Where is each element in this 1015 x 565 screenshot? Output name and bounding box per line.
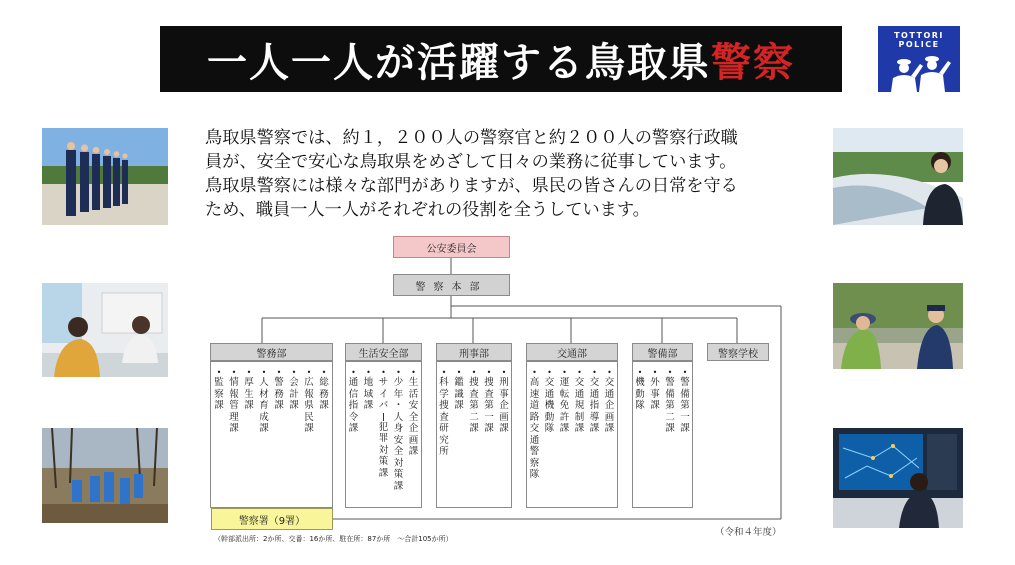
bullet-icon: • (366, 368, 371, 377)
bullet-icon: • (547, 368, 552, 377)
section-item (498, 368, 511, 507)
section-item (453, 368, 466, 507)
bullet-icon: • (471, 368, 477, 377)
logo-line-1: TOTTORI (894, 31, 944, 40)
section-name: 生 活 安 全 企 画 課 (408, 377, 419, 457)
section-name: 少 年 ・ 人 身 安 全 対 策 課 (393, 377, 404, 492)
public-safety-commission-label: 公安委員会 (426, 243, 477, 255)
section-item (603, 368, 616, 507)
section-name: 刑 事 企 画 課 (499, 377, 509, 434)
section-item (258, 368, 271, 507)
section-item (468, 368, 481, 507)
police-school-box (707, 343, 769, 361)
section-name: 交 通 規 制 課 (574, 377, 585, 434)
bullet-icon: • (306, 368, 312, 377)
bullet-icon: • (321, 368, 327, 377)
bullet-icon: • (441, 368, 447, 377)
section-name: 情 報 管 理 課 (229, 377, 239, 434)
section-item (634, 368, 647, 507)
police-stations-box (211, 508, 333, 530)
section-name: 機 動 隊 (635, 377, 645, 411)
police-school-label: 警察学校 (718, 348, 758, 360)
intro-line-2: 員が、安全で安心な鳥取県をめざして日々の業務に従事しています。 (205, 152, 737, 172)
section-name: 地 域 課 (363, 377, 374, 411)
section-name: 高 速 道 路 交 通 警 察 隊 (529, 377, 540, 480)
section-item (649, 368, 662, 507)
section-name: 鑑 識 課 (454, 377, 464, 411)
bullet-icon: • (456, 368, 462, 377)
section-name: 外 事 課 (650, 377, 660, 411)
section-item (318, 368, 331, 507)
department-name: 刑事部 (459, 348, 489, 360)
section-name: 捜 査 第 一 課 (484, 377, 494, 434)
department-name: 交通部 (557, 348, 587, 360)
section-item (483, 368, 496, 507)
section-name: 警 備 第 二 課 (665, 377, 675, 434)
section-item (558, 368, 571, 507)
stations-footnote: （幹部派出所：2か所、交番：16か所、駐在所：87か所 ～合計105か所） (214, 535, 453, 543)
department-sections (632, 361, 693, 508)
department-header (210, 343, 333, 361)
department-name: 警務部 (256, 348, 287, 360)
section-item (664, 368, 677, 507)
department-header (345, 343, 422, 361)
section-name: 運 転 免 許 課 (559, 377, 570, 434)
section-name: 監 察 課 (214, 377, 224, 411)
section-name: 広 報 県 民 課 (304, 377, 314, 434)
section-item (679, 368, 692, 507)
section-item (588, 368, 601, 507)
bullet-icon: • (291, 368, 297, 377)
bullet-icon: • (682, 368, 688, 377)
section-name: 交 通 機 動 隊 (544, 377, 555, 434)
bullet-icon: • (276, 368, 282, 377)
bullet-icon: • (577, 368, 582, 377)
section-item (347, 368, 360, 507)
section-item (392, 368, 405, 507)
section-item (407, 368, 420, 507)
section-item (438, 368, 451, 507)
section-name: サ イ バ 犯 罪 対 策 課 (378, 377, 389, 479)
bullet-icon: • (652, 368, 658, 377)
section-item (273, 368, 286, 507)
bullet-icon: • (351, 368, 356, 377)
department-header (436, 343, 512, 361)
bullet-icon: • (216, 368, 222, 377)
intro-line-1: 鳥取県警察では、約１，２００人の警察官と約２００人の警察行政職 (205, 128, 738, 148)
intro-line-3: 鳥取県警察には様々な部門がありますが、県民の皆さんの日常を守る (205, 176, 738, 196)
section-item (573, 368, 586, 507)
section-item (543, 368, 556, 507)
section-name: 捜 査 第 二 課 (469, 377, 479, 434)
police-headquarters-box (393, 274, 510, 296)
bullet-icon: • (261, 368, 267, 377)
section-name: 通 信 指 令 課 (348, 377, 359, 434)
bullet-icon: • (637, 368, 643, 377)
section-item (377, 368, 390, 507)
department-sections (345, 361, 422, 508)
section-name: 会 計 課 (289, 377, 299, 411)
intro-line-4: ため、職員一人一人がそれぞれの役割を全うしています。 (205, 200, 650, 220)
bullet-icon: • (562, 368, 567, 377)
bullet-icon: • (667, 368, 673, 377)
police-stations-label: 警察署（9署） (238, 515, 306, 527)
section-item (362, 368, 375, 507)
department-name: 警備部 (647, 348, 678, 360)
department-sections (526, 361, 618, 508)
bullet-icon: • (381, 368, 386, 377)
logo-line-2: POLICE (898, 40, 940, 49)
bullet-icon: • (231, 368, 237, 377)
page-title-main: 一人一人が活躍する鳥取県 (207, 39, 711, 86)
police-headquarters-label: 警察本部 (415, 281, 488, 293)
section-name: 交 通 指 導 課 (589, 377, 600, 434)
department-sections (210, 361, 333, 508)
section-name: 科 学 捜 査 研 究 所 (439, 377, 449, 457)
bullet-icon: • (592, 368, 597, 377)
department-sections (436, 361, 512, 508)
section-item (228, 368, 241, 507)
section-item (528, 368, 541, 507)
section-name: 総 務 課 (319, 377, 329, 411)
department-header (526, 343, 618, 361)
department-header (632, 343, 693, 361)
section-item (213, 368, 226, 507)
bullet-icon: • (396, 368, 401, 377)
page-title-accent: 警察 (711, 39, 795, 86)
section-name: 警 備 第 一 課 (680, 377, 690, 434)
department-name: 生活安全部 (358, 348, 409, 360)
section-item (243, 368, 256, 507)
bullet-icon: • (532, 368, 537, 377)
fiscal-year-note: （令和４年度） (715, 527, 782, 538)
section-name: 人 材 育 成 課 (259, 377, 269, 434)
bullet-icon: • (246, 368, 252, 377)
section-name: 警 務 課 (274, 377, 284, 411)
public-safety-commission-box (393, 236, 510, 258)
section-name: 交 通 企 画 課 (604, 377, 615, 434)
bullet-icon: • (501, 368, 507, 377)
bullet-icon: • (411, 368, 416, 377)
section-item (303, 368, 316, 507)
bullet-icon: • (607, 368, 612, 377)
section-item (288, 368, 301, 507)
bullet-icon: • (486, 368, 492, 377)
section-name: 厚 生 課 (244, 377, 254, 411)
